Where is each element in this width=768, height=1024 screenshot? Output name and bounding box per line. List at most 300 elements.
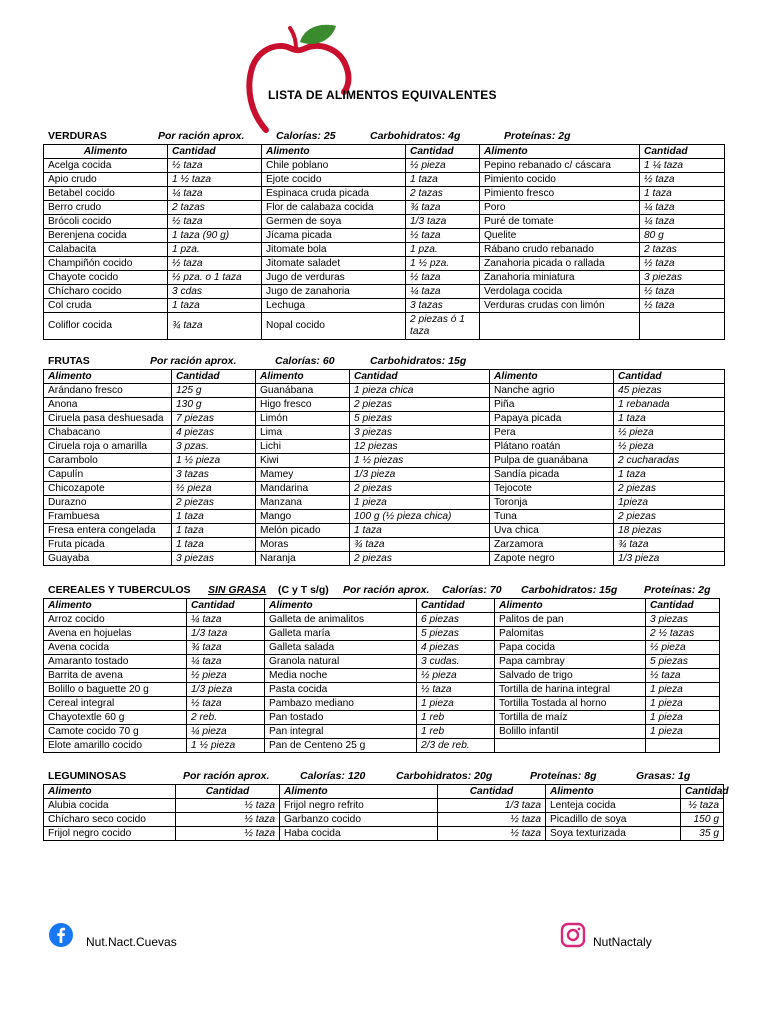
table-row xyxy=(44,229,725,243)
food-cell: Apio crudo xyxy=(44,173,168,187)
food-cell: Brócoli cocido xyxy=(44,215,168,229)
food-cell: Flor de calabaza cocida xyxy=(262,201,406,215)
food-cell: Ejote cocido xyxy=(262,173,406,187)
quantity-cell: ½ pieza xyxy=(417,669,495,683)
food-cell: Pambazo mediano xyxy=(265,697,417,711)
quantity-cell: 5 piezas xyxy=(646,655,720,669)
quantity-cell: 1 ½ pza. xyxy=(406,257,480,271)
quantity-cell: 1 pza. xyxy=(406,243,480,257)
food-cell: Fresa entera congelada xyxy=(44,524,172,538)
portion-label: Por ración aprox. xyxy=(158,130,245,142)
quantity-cell: 1 taza (90 g) xyxy=(168,229,262,243)
frutas-table xyxy=(43,369,725,566)
quantity-cell: ½ taza xyxy=(438,827,546,841)
quantity-cell: 1/3 taza xyxy=(406,215,480,229)
food-cell: Manzana xyxy=(256,496,350,510)
calories-label: Calorías: 25 xyxy=(276,130,336,142)
food-cell: Germen de soya xyxy=(262,215,406,229)
food-cell: Ciruela pasa deshuesada xyxy=(44,412,172,426)
quantity-cell: 1 pieza xyxy=(646,725,720,739)
table-row xyxy=(44,454,725,468)
quantity-cell: 1/3 taza xyxy=(438,799,546,813)
cyt-label: (C y T s/g) xyxy=(278,584,329,596)
table-row xyxy=(44,538,725,552)
food-cell: Picadillo de soya xyxy=(546,813,681,827)
food-cell: Tejocote xyxy=(490,482,614,496)
food-cell: Avena en hojuelas xyxy=(44,627,187,641)
table-row xyxy=(44,641,720,655)
col-header: Cantidad xyxy=(350,370,490,384)
food-cell: Pepino rebanado c/ cáscara xyxy=(480,159,640,173)
quantity-cell: 1 ¼ taza xyxy=(640,159,725,173)
quantity-cell: 3 cudas. xyxy=(417,655,495,669)
food-cell: Nanche agrio xyxy=(490,384,614,398)
food-cell: Lichi xyxy=(256,440,350,454)
section-name: VERDURAS xyxy=(48,130,107,142)
carbs-label: Carbohidratos: 15g xyxy=(370,355,467,367)
quantity-cell: ½ taza xyxy=(417,683,495,697)
portion-label: Por ración aprox. xyxy=(150,355,237,367)
quantity-cell: 2 reb. xyxy=(187,711,265,725)
food-cell: Tuna xyxy=(490,510,614,524)
food-cell: Berro crudo xyxy=(44,201,168,215)
food-cell: Naranja xyxy=(256,552,350,566)
quantity-cell: ½ taza xyxy=(176,799,280,813)
quantity-cell: ½ taza xyxy=(646,669,720,683)
col-header: Cantidad xyxy=(438,785,546,799)
food-cell: Poro xyxy=(480,201,640,215)
quantity-cell: 1 taza xyxy=(172,524,256,538)
quantity-cell: 1 reb xyxy=(417,725,495,739)
food-cell: Jugo de verduras xyxy=(262,271,406,285)
food-cell: Barrita de avena xyxy=(44,669,187,683)
quantity-cell: ½ pieza xyxy=(614,426,725,440)
food-cell: Papaya picada xyxy=(490,412,614,426)
food-cell: Durazno xyxy=(44,496,172,510)
table-row xyxy=(44,384,725,398)
food-cell: Jugo de zanahoria xyxy=(262,285,406,299)
food-cell xyxy=(480,313,640,340)
quantity-cell: 1 pza. xyxy=(168,243,262,257)
calories-label: Calorías: 60 xyxy=(275,355,335,367)
quantity-cell: ¼ taza xyxy=(640,215,725,229)
quantity-cell: 1/3 pieza xyxy=(350,468,490,482)
quantity-cell: 6 piezas xyxy=(417,613,495,627)
quantity-cell: ¼ taza xyxy=(640,201,725,215)
carbs-label: Carbohidratos: 4g xyxy=(370,130,461,142)
col-header: Cantidad xyxy=(187,599,265,613)
quantity-cell: 150 g xyxy=(681,813,724,827)
food-cell: Guanábana xyxy=(256,384,350,398)
food-cell: Pan de Centeno 25 g xyxy=(265,739,417,753)
food-cell: Haba cocida xyxy=(280,827,438,841)
col-header: Alimento xyxy=(44,145,168,159)
quantity-cell: 3 tazas xyxy=(406,299,480,313)
portion-label: Por ración aprox. xyxy=(343,584,430,596)
food-cell: Uva chica xyxy=(490,524,614,538)
food-cell: Zapote negro xyxy=(490,552,614,566)
food-cell: Pan tostado xyxy=(265,711,417,725)
food-cell: Melón picado xyxy=(256,524,350,538)
quantity-cell: ¼ pieza xyxy=(187,725,265,739)
quantity-cell: 3 piezas xyxy=(350,426,490,440)
quantity-cell: 2 piezas xyxy=(350,482,490,496)
food-cell: Palomitas xyxy=(495,627,646,641)
col-header: Alimento xyxy=(546,785,681,799)
table-row xyxy=(44,669,720,683)
food-cell: Chile poblano xyxy=(262,159,406,173)
table-row xyxy=(44,243,725,257)
quantity-cell: ½ taza xyxy=(640,285,725,299)
quantity-cell: ¼ taza xyxy=(168,187,262,201)
portion-label: Por ración aprox. xyxy=(183,770,270,782)
col-header: Alimento xyxy=(265,599,417,613)
section-name: CEREALES Y TUBERCULOS xyxy=(48,584,191,596)
food-cell: Ciruela roja o amarilla xyxy=(44,440,172,454)
quantity-cell: 5 piezas xyxy=(350,412,490,426)
table-row xyxy=(44,813,724,827)
apple-logo xyxy=(244,20,354,132)
quantity-cell: 1pieza xyxy=(614,496,725,510)
food-cell: Cereal integral xyxy=(44,697,187,711)
quantity-cell: 1 taza xyxy=(640,187,725,201)
table-row xyxy=(44,711,720,725)
table-row xyxy=(44,201,725,215)
table-row xyxy=(44,271,725,285)
food-cell: Berenjena cocida xyxy=(44,229,168,243)
quantity-cell: ½ pieza xyxy=(172,482,256,496)
quantity-cell: ½ pieza xyxy=(187,669,265,683)
food-cell: Soya texturizada xyxy=(546,827,681,841)
food-cell: Zanahoria picada o rallada xyxy=(480,257,640,271)
food-cell: Tortilla de harina integral xyxy=(495,683,646,697)
food-cell: Betabel cocido xyxy=(44,187,168,201)
quantity-cell: 1 taza xyxy=(406,173,480,187)
col-header: Alimento xyxy=(262,145,406,159)
food-cell: Granola natural xyxy=(265,655,417,669)
quantity-cell: 1 pieza xyxy=(646,711,720,725)
food-cell: Avena cocida xyxy=(44,641,187,655)
quantity-cell: 2 piezas xyxy=(350,552,490,566)
food-cell: Galleta de animalitos xyxy=(265,613,417,627)
food-cell: Media noche xyxy=(265,669,417,683)
sin-grasa-label: SIN GRASA xyxy=(208,584,267,596)
food-cell: Mamey xyxy=(256,468,350,482)
col-header: Alimento xyxy=(256,370,350,384)
quantity-cell: ½ taza xyxy=(187,697,265,711)
section-name: LEGUMINOSAS xyxy=(48,770,127,782)
food-cell: Papa cambray xyxy=(495,655,646,669)
food-cell: Lenteja cocida xyxy=(546,799,681,813)
facebook-icon xyxy=(48,922,74,948)
food-cell: Elote amarillo cocido xyxy=(44,739,187,753)
food-cell: Tortilla Tostada al horno xyxy=(495,697,646,711)
quantity-cell: 4 piezas xyxy=(417,641,495,655)
food-cell: Jícama picada xyxy=(262,229,406,243)
quantity-cell: 3 piezas xyxy=(640,271,725,285)
food-cell: Palitos de pan xyxy=(495,613,646,627)
quantity-cell: ½ taza xyxy=(640,299,725,313)
col-header: Alimento xyxy=(44,370,172,384)
table-row xyxy=(44,683,720,697)
quantity-cell: ½ taza xyxy=(640,173,725,187)
quantity-cell: 80 g xyxy=(640,229,725,243)
page-title: LISTA DE ALIMENTOS EQUIVALENTES xyxy=(268,88,497,102)
food-cell: Nopal cocido xyxy=(262,313,406,340)
quantity-cell: 2 piezas xyxy=(172,496,256,510)
leguminosas-table xyxy=(43,784,729,841)
table-row xyxy=(44,285,725,299)
quantity-cell: ½ pieza xyxy=(406,159,480,173)
food-cell: Coliflor cocida xyxy=(44,313,168,340)
food-cell: Chícharo cocido xyxy=(44,285,168,299)
table-row xyxy=(44,440,725,454)
table-row xyxy=(44,627,720,641)
food-cell: Amaranto tostado xyxy=(44,655,187,669)
quantity-cell: ¾ taza xyxy=(406,201,480,215)
quantity-cell: 1 taza xyxy=(614,412,725,426)
col-header: Cantidad xyxy=(176,785,280,799)
table-row xyxy=(44,468,725,482)
table-row xyxy=(44,412,725,426)
food-cell: Capulín xyxy=(44,468,172,482)
food-cell: Salvado de trigo xyxy=(495,669,646,683)
food-cell: Pan integral xyxy=(265,725,417,739)
col-header: Cantidad xyxy=(681,785,724,799)
quantity-cell: 2 ½ tazas xyxy=(646,627,720,641)
table-row xyxy=(44,257,725,271)
quantity-cell: ½ pza. o 1 taza xyxy=(168,271,262,285)
quantity-cell: ½ taza xyxy=(681,799,724,813)
col-header: Alimento xyxy=(480,145,640,159)
carbs-label: Carbohidratos: 15g xyxy=(521,584,618,596)
food-cell: Arroz cocido xyxy=(44,613,187,627)
table-row xyxy=(44,299,725,313)
food-cell: Zarzamora xyxy=(490,538,614,552)
food-cell: Bolillo o baguette 20 g xyxy=(44,683,187,697)
quantity-cell: 1 pieza xyxy=(350,496,490,510)
food-cell: Sandía picada xyxy=(490,468,614,482)
food-cell: Acelga cocida xyxy=(44,159,168,173)
quantity-cell: ¾ taza xyxy=(168,313,262,340)
quantity-cell: 2 piezas xyxy=(350,398,490,412)
table-row xyxy=(44,799,724,813)
food-cell: Galleta salada xyxy=(265,641,417,655)
calories-label: Calorías: 70 xyxy=(442,584,502,596)
quantity-cell: ½ taza xyxy=(176,827,280,841)
food-cell: Chicozapote xyxy=(44,482,172,496)
quantity-cell: 1 pieza xyxy=(417,697,495,711)
food-cell: Calabacita xyxy=(44,243,168,257)
food-cell: Plátano roatán xyxy=(490,440,614,454)
col-header: Cantidad xyxy=(406,145,480,159)
quantity-cell: ¾ taza xyxy=(350,538,490,552)
quantity-cell: 2 cucharadas xyxy=(614,454,725,468)
food-cell: Pimiento fresco xyxy=(480,187,640,201)
table-row xyxy=(44,739,720,753)
food-cell: Col cruda xyxy=(44,299,168,313)
table-row xyxy=(44,398,725,412)
quantity-cell: 3 piezas xyxy=(172,552,256,566)
quantity-cell xyxy=(640,313,725,340)
quantity-cell: ¼ taza xyxy=(187,613,265,627)
food-cell: Papa cocida xyxy=(495,641,646,655)
food-cell: Guayaba xyxy=(44,552,172,566)
food-cell: Bolillo infantil xyxy=(495,725,646,739)
food-cell: Zanahoria miniatura xyxy=(480,271,640,285)
col-header: Alimento xyxy=(495,599,646,613)
table-row xyxy=(44,510,725,524)
apple-leaf xyxy=(300,25,336,44)
col-header: Cantidad xyxy=(646,599,720,613)
food-cell: Arándano fresco xyxy=(44,384,172,398)
carbs-label: Carbohidratos: 20g xyxy=(396,770,493,782)
food-cell: Lima xyxy=(256,426,350,440)
food-cell: Chícharo seco cocido xyxy=(44,813,176,827)
quantity-cell: ½ taza xyxy=(406,271,480,285)
quantity-cell: 3 piezas xyxy=(646,613,720,627)
quantity-cell: 4 piezas xyxy=(172,426,256,440)
food-cell: Champiñón cocido xyxy=(44,257,168,271)
food-cell xyxy=(495,739,646,753)
table-row xyxy=(44,655,720,669)
quantity-cell: 3 cdas xyxy=(168,285,262,299)
food-cell: Alubia cocida xyxy=(44,799,176,813)
food-cell: Jitomate saladet xyxy=(262,257,406,271)
quantity-cell: 1 ½ taza xyxy=(168,173,262,187)
food-cell: Pera xyxy=(490,426,614,440)
quantity-cell: ½ taza xyxy=(640,257,725,271)
food-cell: Mango xyxy=(256,510,350,524)
table-row xyxy=(44,524,725,538)
table-row xyxy=(44,159,725,173)
quantity-cell: 2 tazas xyxy=(640,243,725,257)
col-header: Cantidad xyxy=(614,370,725,384)
food-cell: Moras xyxy=(256,538,350,552)
quantity-cell: ¾ taza xyxy=(614,538,725,552)
quantity-cell: 5 piezas xyxy=(417,627,495,641)
quantity-cell: 35 g xyxy=(681,827,724,841)
food-cell: Frijol negro refrito xyxy=(280,799,438,813)
col-header: Alimento xyxy=(44,785,176,799)
quantity-cell: 12 piezas xyxy=(350,440,490,454)
fat-label: Grasas: 1g xyxy=(636,770,691,782)
quantity-cell: 1/3 pieza xyxy=(187,683,265,697)
food-cell: Limón xyxy=(256,412,350,426)
food-cell: Chayotextle 60 g xyxy=(44,711,187,725)
col-header: Alimento xyxy=(490,370,614,384)
quantity-cell: 1 reb xyxy=(417,711,495,725)
food-cell: Jitomate bola xyxy=(262,243,406,257)
quantity-cell: ¾ taza xyxy=(187,641,265,655)
table-row xyxy=(44,496,725,510)
quantity-cell: 2 piezas xyxy=(614,482,725,496)
food-cell: Chabacano xyxy=(44,426,172,440)
food-cell: Camote cocido 70 g xyxy=(44,725,187,739)
quantity-cell: 1 ½ pieza xyxy=(172,454,256,468)
cereales-table xyxy=(43,598,720,753)
food-cell: Carambolo xyxy=(44,454,172,468)
quantity-cell: 2 piezas xyxy=(614,510,725,524)
food-cell: Kiwi xyxy=(256,454,350,468)
quantity-cell: 3 tazas xyxy=(172,468,256,482)
quantity-cell: 7 piezas xyxy=(172,412,256,426)
quantity-cell: ½ taza xyxy=(406,229,480,243)
quantity-cell: ¼ taza xyxy=(187,655,265,669)
quantity-cell: 2 tazas xyxy=(168,201,262,215)
table-row xyxy=(44,827,724,841)
quantity-cell: 2 piezas ó 1 taza xyxy=(406,313,480,340)
food-cell: Pimiento cocido xyxy=(480,173,640,187)
table-row xyxy=(44,426,725,440)
quantity-cell: 1 pieza xyxy=(646,683,720,697)
food-cell: Fruta picada xyxy=(44,538,172,552)
quantity-cell: 1 taza xyxy=(350,524,490,538)
col-header: Cantidad xyxy=(168,145,262,159)
col-header: Alimento xyxy=(280,785,438,799)
quantity-cell: 1 rebanada xyxy=(614,398,725,412)
quantity-cell: 1/3 pieza xyxy=(614,552,725,566)
col-header: Cantidad xyxy=(417,599,495,613)
quantity-cell: 1/3 taza xyxy=(187,627,265,641)
food-cell: Lechuga xyxy=(262,299,406,313)
table-row xyxy=(44,697,720,711)
protein-label: Proteínas: 2g xyxy=(504,130,571,142)
quantity-cell: ½ pieza xyxy=(614,440,725,454)
table-row xyxy=(44,482,725,496)
quantity-cell: 1 pieza xyxy=(646,697,720,711)
quantity-cell: 3 pzas. xyxy=(172,440,256,454)
table-row xyxy=(44,173,725,187)
food-cell: Puré de tomate xyxy=(480,215,640,229)
quantity-cell: 1 taza xyxy=(168,299,262,313)
food-cell: Verduras crudas con limón xyxy=(480,299,640,313)
food-cell: Rábano crudo rebanado xyxy=(480,243,640,257)
quantity-cell: 1 taza xyxy=(172,538,256,552)
quantity-cell xyxy=(646,739,720,753)
food-cell: Galleta maría xyxy=(265,627,417,641)
quantity-cell: 1 taza xyxy=(614,468,725,482)
protein-label: Proteínas: 8g xyxy=(530,770,597,782)
table-row xyxy=(44,187,725,201)
food-cell: Verdolaga cocida xyxy=(480,285,640,299)
quantity-cell: 1 taza xyxy=(172,510,256,524)
food-cell: Frambuesa xyxy=(44,510,172,524)
quantity-cell: 1 pieza chica xyxy=(350,384,490,398)
food-cell: Espinaca cruda picada xyxy=(262,187,406,201)
quantity-cell: 18 piezas xyxy=(614,524,725,538)
food-cell: Higo fresco xyxy=(256,398,350,412)
quantity-cell: ½ taza xyxy=(168,215,262,229)
quantity-cell: 1 ½ pieza xyxy=(187,739,265,753)
quantity-cell: 1 ½ piezas xyxy=(350,454,490,468)
quantity-cell: ½ taza xyxy=(176,813,280,827)
food-cell: Mandarina xyxy=(256,482,350,496)
instagram-handle[interactable]: NutNactaly xyxy=(593,935,652,949)
col-header: Cantidad xyxy=(172,370,256,384)
quantity-cell: 2 tazas xyxy=(406,187,480,201)
quantity-cell: ½ taza xyxy=(168,159,262,173)
food-cell: Toronja xyxy=(490,496,614,510)
facebook-handle[interactable]: Nut.Nact.Cuevas xyxy=(86,935,177,949)
food-cell: Frijol negro cocido xyxy=(44,827,176,841)
quantity-cell: ½ taza xyxy=(168,257,262,271)
instagram-icon xyxy=(560,922,586,948)
table-row xyxy=(44,613,720,627)
quantity-cell: 125 g xyxy=(172,384,256,398)
quantity-cell: 130 g xyxy=(172,398,256,412)
food-cell: Tortilla de maíz xyxy=(495,711,646,725)
